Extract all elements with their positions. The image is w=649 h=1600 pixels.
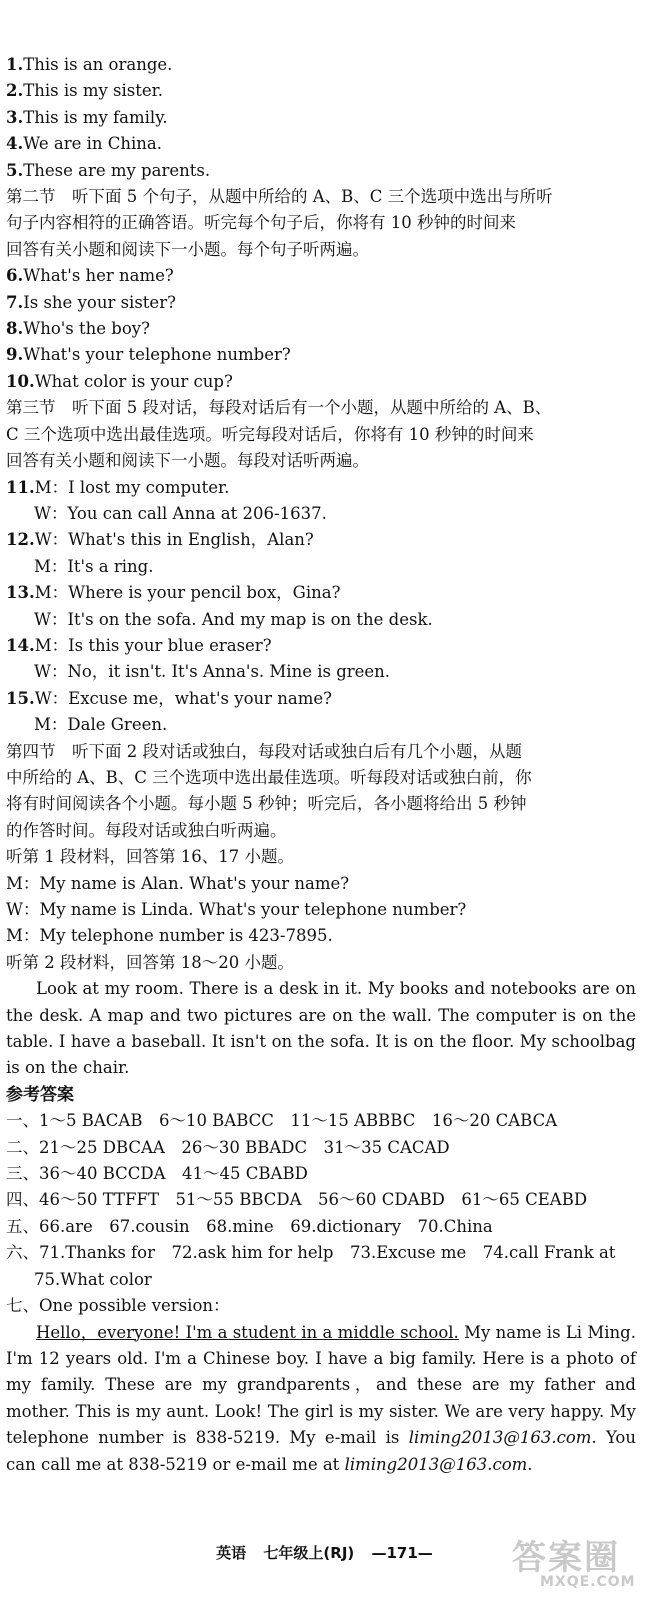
item-number: 12.	[6, 530, 35, 550]
list-item	[6, 52, 636, 78]
answer-line: 75.What color	[34, 1269, 152, 1289]
list-item	[6, 316, 636, 342]
answer-line: 三、36～40 BCCDA 41～45 CBABD	[6, 1164, 308, 1184]
dialog-line: W：You can call Anna at 206-1637.	[34, 503, 327, 523]
item-text: These are my parents.	[23, 160, 211, 180]
dialog-line: M：My telephone number is 423-7895.	[6, 926, 333, 946]
essay-underlined: Hello，everyone! I'm a student in a middle school.	[36, 1322, 459, 1342]
item-text: We are in China.	[23, 134, 162, 154]
item-text: This is my sister.	[23, 81, 163, 101]
footer-grade: 七年级上(RJ)	[263, 1544, 355, 1562]
item-text: Is she your sister?	[23, 292, 176, 312]
item-text: What color is your cup?	[34, 371, 233, 391]
essay-text: . You can call me at 838-5219 or e-mail me at	[6, 1428, 636, 1474]
essay-email: liming2013@163.com	[408, 1428, 592, 1448]
section2-instructions	[0, 184, 649, 263]
dialog-speaker-a: M：Is this your blue eraser?	[34, 635, 272, 655]
item-number: 7.	[6, 292, 24, 312]
dialog-speaker-a: W：What's this in English，Alan?	[34, 530, 314, 550]
answer-line: 五、66.are 67.cousin 68.mine 69.dictionary 70.China	[6, 1216, 493, 1236]
answer-line: 二、21～25 DBCAA 26～30 BBADC 31～35 CACAD	[6, 1137, 450, 1157]
item-number: 14.	[6, 635, 35, 655]
item-number: 2.	[6, 81, 24, 101]
dialog-line: M：My name is Alan. What's your name?	[6, 873, 350, 893]
item-number: 6.	[6, 266, 24, 286]
section2-list	[0, 263, 649, 395]
dialog-line	[6, 580, 636, 606]
dialog-line	[6, 475, 636, 501]
dialog-line: W：It's on the sofa. And my map is on the desk.	[34, 609, 433, 629]
watermark-logo	[510, 1530, 645, 1594]
instruction-line: 将有时间阅读各个小题。每小题 5 秒钟；听完后，各小题将给出 5 秒钟	[6, 794, 527, 814]
dialog-speaker-a: W：Excuse me，what's your name?	[34, 688, 332, 708]
watermark-url: MXQE.COM	[540, 1574, 636, 1590]
item-number: 9.	[6, 345, 24, 365]
footer-subject: 英语	[216, 1544, 247, 1562]
document-page	[0, 52, 649, 1478]
essay-email: liming2013@163.com	[344, 1454, 528, 1474]
instruction-line: 中所给的 A、B、C 三个选项中选出最佳选项。听每段对话或独白前，你	[6, 767, 532, 787]
instruction-line: 回答有关小题和阅读下一小题。每段对话听两遍。	[6, 451, 369, 471]
list-item	[6, 290, 636, 316]
instruction-line: 第三节 听下面 5 段对话，每段对话后有一个小题，从题中所给的 A、B、	[6, 398, 552, 418]
instruction-line: C 三个选项中选出最佳选项。听完每段对话后，你将有 10 秒钟的时间来	[6, 424, 534, 444]
instruction-line: 回答有关小题和阅读下一小题。每个句子听两遍。	[6, 239, 369, 259]
dialog-speaker-a: M：I lost my computer.	[34, 477, 230, 497]
section4-instructions	[0, 739, 649, 845]
list-item	[6, 105, 636, 131]
essay-text: .	[527, 1454, 533, 1474]
section3-dialogs	[0, 475, 649, 739]
dialog-line	[6, 633, 636, 659]
passage-text: Look at my room. There is a desk in it. My books and notebooks are on the desk. A map and two pictures are on the wall. The computer is on the table. I have a baseball. It isn't on the sofa. It is on the floor. My schoolbag is on the chair.	[6, 979, 636, 1078]
dialog-line: W：My name is Linda. What's your telephone number?	[6, 900, 467, 919]
list-item	[6, 369, 636, 395]
item-number: 8.	[6, 319, 24, 339]
answers-title: 参考答案	[6, 1084, 74, 1105]
page-number: —171—	[371, 1544, 433, 1562]
answer-line: 一、1～5 BACAB 6～10 BABCC 11～15 ABBBC 16～20 CABCA	[6, 1111, 558, 1131]
material2-passage	[6, 976, 636, 1082]
item-number: 10.	[6, 371, 35, 391]
dialog-line: M：It's a ring.	[34, 556, 154, 576]
dialog-line	[6, 686, 636, 712]
instruction-line: 句子内容相符的正确答语。听完每个句子后，你将有 10 秒钟的时间来	[6, 213, 516, 233]
item-number: 1.	[6, 55, 24, 74]
dialog-speaker-a: M：Where is your pencil box，Gina?	[34, 583, 341, 603]
item-text: This is an orange.	[23, 55, 173, 74]
instruction-line: 的作答时间。每段对话或独白听两遍。	[6, 820, 287, 840]
list-item	[6, 158, 636, 184]
list-item	[6, 78, 636, 104]
item-number: 11.	[6, 477, 35, 497]
sample-essay	[6, 1320, 636, 1478]
answer-line: 七、One possible version：	[6, 1296, 230, 1316]
answer-line: 六、71.Thanks for 72.ask him for help 73.Excuse me 74.call Frank at	[6, 1243, 616, 1263]
item-number: 4.	[6, 134, 24, 154]
item-number: 3.	[6, 107, 24, 127]
list-item	[6, 263, 636, 289]
instruction-line: 第二节 听下面 5 个句子，从题中所给的 A、B、C 三个选项中选出与所听	[6, 187, 553, 207]
dialog-line: M：Dale Green.	[34, 715, 168, 735]
item-number: 15.	[6, 688, 35, 708]
instruction-line: 第四节 听下面 2 段对话或独白，每段对话或独白后有几个小题，从题	[6, 741, 522, 761]
material2-heading: 听第 2 段材料，回答第 18～20 小题。	[6, 952, 294, 972]
list-item	[6, 131, 636, 157]
answer-key	[0, 1108, 649, 1319]
item-text: What's your telephone number?	[23, 345, 291, 365]
dialog-line	[6, 527, 636, 553]
material1-heading: 听第 1 段材料，回答第 16、17 小题。	[6, 847, 294, 867]
item-text: This is my family.	[23, 107, 168, 127]
item-number: 5.	[6, 160, 24, 180]
dialog-line: W：No，it isn't. It's Anna's. Mine is green.	[34, 662, 391, 682]
watermark-text: 答案圈	[512, 1538, 620, 1578]
section3-instructions	[0, 395, 649, 474]
item-text: What's her name?	[23, 266, 174, 286]
essay-text: My name is Li Ming. I'm 12 years old. I'm a Chinese boy. I have a big family. Here is a photo of my family. These are my grandparents，and these are my father and mother. This is my aunt. Look! The girl is my sister. We are very happy. My telephone number is 838-5219. My e-mail is	[6, 1322, 636, 1448]
item-text: Who's the boy?	[23, 319, 150, 339]
answer-line: 四、46～50 TTFFT 51～55 BBCDA 56～60 CDABD 61～65 CEABD	[6, 1190, 588, 1210]
item-number: 13.	[6, 583, 35, 603]
section1-list	[0, 52, 649, 184]
list-item	[6, 342, 636, 368]
